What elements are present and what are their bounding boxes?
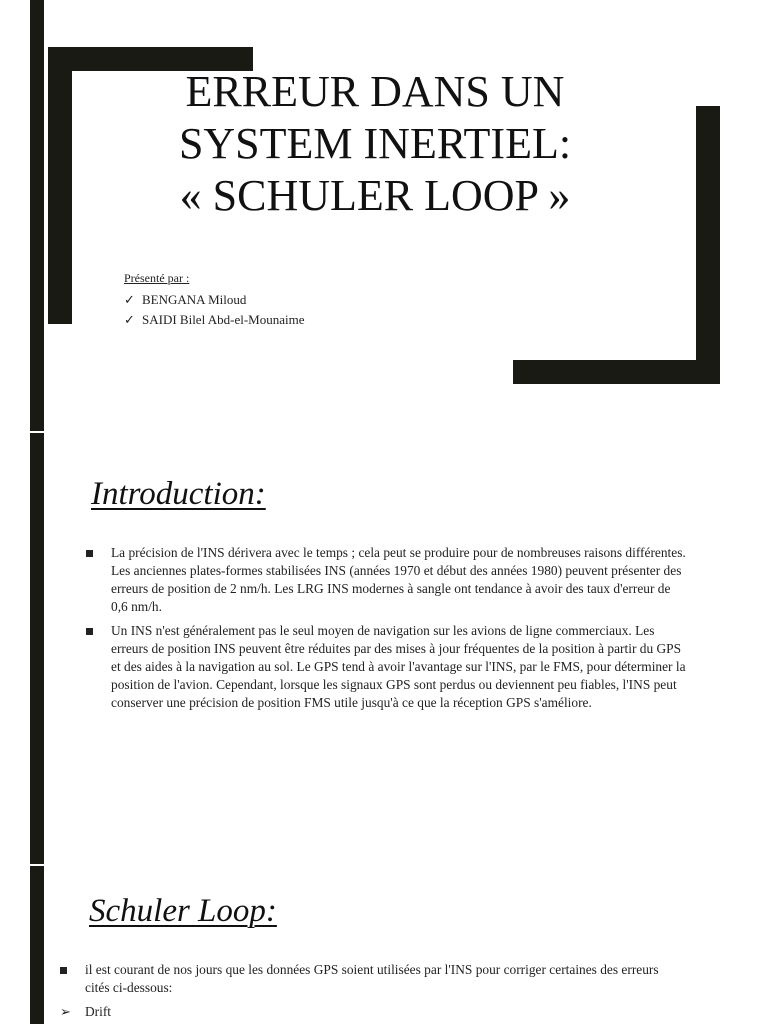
slide-separator [30, 864, 44, 866]
presenter-item [124, 310, 304, 330]
bracket-top-left-vertical [48, 47, 72, 324]
list-item [86, 622, 686, 712]
title-line: SYSTEM INERTIEL: [178, 119, 572, 168]
introduction-bullet-list [86, 544, 686, 718]
checkmark-icon: ✓ [124, 312, 135, 327]
presenter-name: BENGANA Miloud [142, 292, 247, 307]
arrow-item-text: Drift [85, 1004, 112, 1019]
square-bullet-icon [86, 622, 111, 712]
square-bullet-icon [60, 961, 85, 997]
list-item [86, 544, 686, 616]
presenters-block [124, 271, 304, 330]
presenter-name: SAIDI Bilel Abd-el-Mounaime [142, 312, 305, 327]
slide-separator [30, 431, 44, 433]
presenter-item [124, 290, 304, 310]
presented-by-label: Présenté par : [124, 271, 190, 285]
square-bullet-icon [86, 544, 111, 616]
slide-title-text [110, 66, 640, 222]
bracket-bottom-right-vertical [696, 106, 720, 383]
bracket-bottom-right-horizontal [513, 360, 720, 384]
arrow-bullet-icon: ➢ [60, 1004, 71, 1019]
checkmark-icon: ✓ [124, 292, 135, 307]
title-line: ERREUR DANS UN [185, 67, 565, 116]
schuler-loop-heading: Schuler Loop: [89, 893, 277, 929]
bullet-text: Un INS n'est généralement pas le seul moyen de navigation sur les avions de ligne commerciaux. Les erreurs de position INS peuvent être réduites par des mises à jour fréquentes de la position à partir du GPS et des aides à la navigation au sol. Le GPS tend à avoir l'avantage sur l'INS, par le FMS, pour déterminer la position de l'avion. Cependant, lorsque les signaux GPS sont perdus ou deviennent peu fiables, l'INS peut conserver une précision de position FMS utile jusqu'à ce que la réception GPS s'améliore. [111, 623, 686, 710]
list-item [60, 961, 680, 997]
schuler-bullet-list [60, 961, 680, 1021]
bullet-text: il est courant de nos jours que les données GPS soient utilisées par l'INS pour corriger certaines des erreurs cités ci-dessous: [85, 962, 659, 995]
title-line: « SCHULER LOOP » [179, 171, 571, 220]
bullet-text: La précision de l'INS dérivera avec le temps ; cela peut se produire pour de nombreuses raisons différentes. Les anciennes plates-formes stabilisées INS (années 1970 et début des années 1980) peuvent présenter des erreurs de position de 2 nm/h. Les LRG INS modernes à sangle ont tendance à avoir des taux d'erreur de 0,6 nm/h. [111, 545, 686, 614]
list-item [60, 1003, 680, 1021]
left-decorative-strip [30, 0, 44, 1024]
introduction-heading: Introduction: [91, 476, 266, 512]
